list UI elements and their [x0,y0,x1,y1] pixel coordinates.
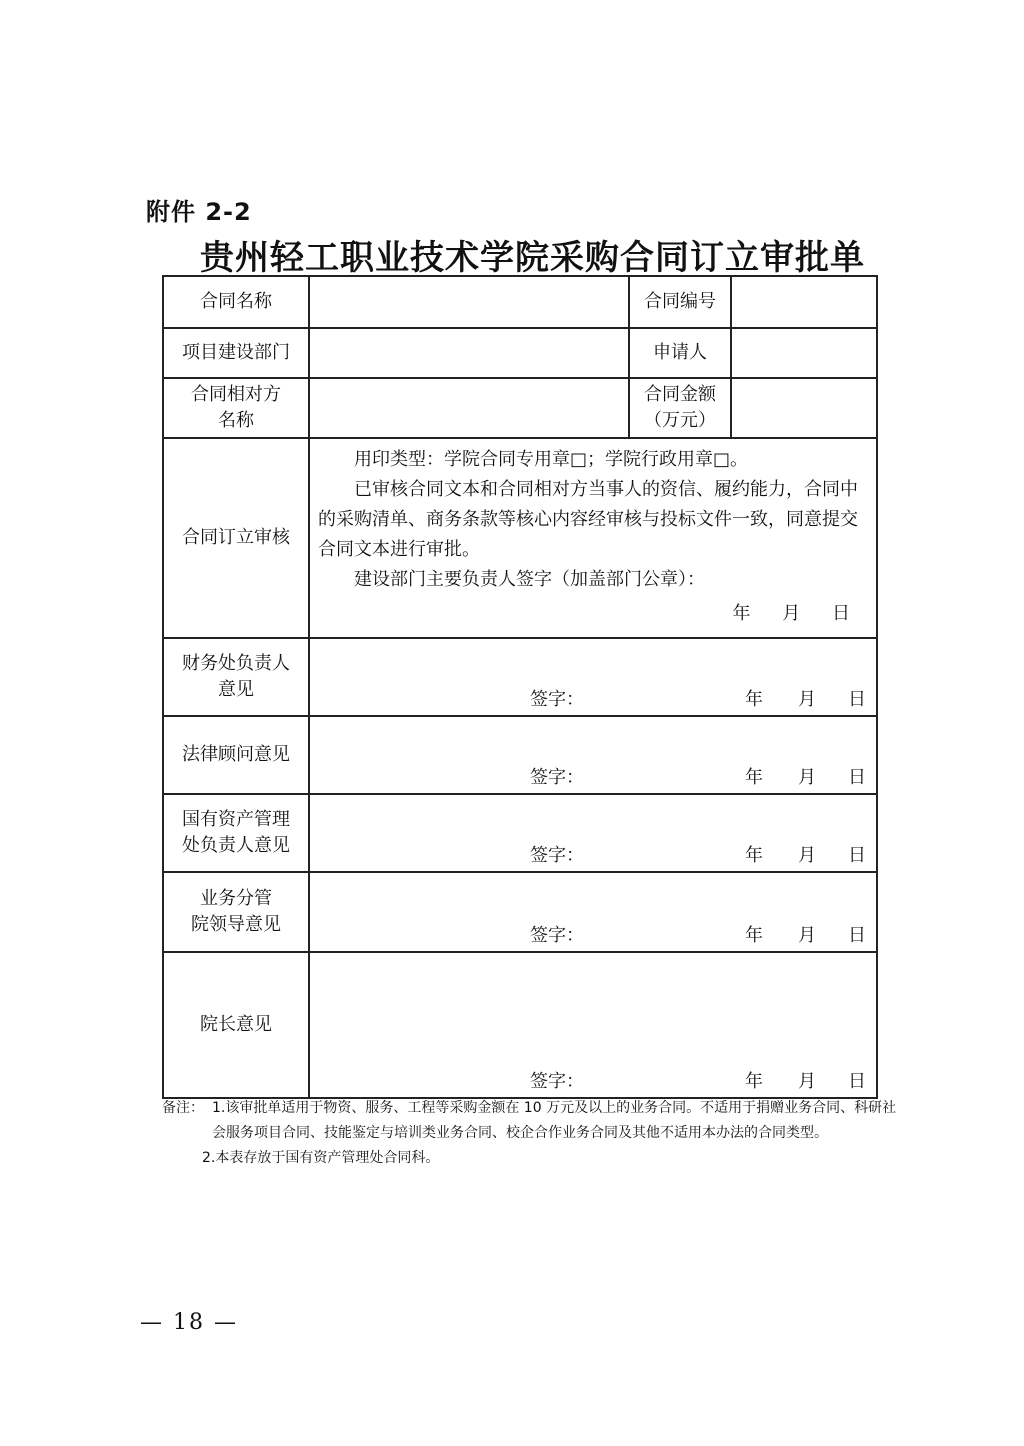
asset-opinion-line1: 国有资产管理 [182,809,290,830]
contract-name-field[interactable] [309,276,629,328]
contract-no-label: 合同编号 [629,276,731,328]
seal-type-text: 用印类型：学院合同专用章□；学院行政用章□。 [354,449,749,470]
counterparty-field[interactable] [309,378,629,438]
note-1: 1.该审批单适用于物资、服务、工程等采购金额在 10 万元及以上的业务合同。不适用于捐赠业务合同、科研社会服务项目合同、技能鉴定与培训类业务合同、校企合作业务合同及其他不适用本办法的合同类型。 [212,1100,897,1141]
legal-date-day: 日 [848,767,866,788]
amount-label-line1: 合同金额 [644,384,716,405]
president-date-month: 月 [798,1071,816,1092]
notes-prefix: 备注： [162,1100,204,1116]
asset-date-month: 月 [798,845,816,866]
finance-date-day: 日 [848,689,866,710]
president-date-year: 年 [745,1071,763,1092]
president-opinion-field[interactable] [309,952,877,1098]
legal-opinion-field[interactable] [309,716,877,794]
legal-sign-label: 签字： [530,767,584,788]
applicant-field[interactable] [731,328,877,378]
business-opinion-line2: 院领导意见 [191,914,281,935]
finance-date-month: 月 [798,689,816,710]
approval-form-table [162,275,878,1099]
business-opinion-label [163,872,309,952]
finance-opinion-line2: 意见 [218,679,254,700]
counterparty-label-line1: 合同相对方 [191,384,281,405]
business-opinion-field[interactable] [309,872,877,952]
page-number: — 18 — [140,1310,238,1335]
business-date-month: 月 [798,925,816,946]
amount-field[interactable] [731,378,877,438]
applicant-label: 申请人 [629,328,731,378]
review-date-day: 日 [832,603,850,624]
finance-opinion-field[interactable] [309,638,877,716]
finance-opinion-label [163,638,309,716]
asset-sign-label: 签字： [530,845,584,866]
review-date-month: 月 [782,603,801,624]
review-date [318,599,868,629]
business-date-day: 日 [848,925,866,946]
attachment-label: 附件 2-2 [146,198,252,226]
business-date-year: 年 [745,925,763,946]
note-2: 2.本表存放于国有资产管理处合同科。 [202,1150,440,1166]
asset-opinion-line2: 处负责人意见 [182,835,290,856]
finance-date-year: 年 [745,689,763,710]
amount-label-line2: （万元） [644,410,716,431]
contract-no-field[interactable] [731,276,877,328]
project-dept-label: 项目建设部门 [163,328,309,378]
review-cell[interactable] [309,438,877,638]
amount-label [629,378,731,438]
review-sign-prompt: 建设部门主要负责人签字（加盖部门公章）： [354,569,705,590]
legal-date-year: 年 [745,767,763,788]
document-title: 贵州轻工职业技术学院采购合同订立审批单 [200,238,865,278]
project-dept-field[interactable] [309,328,629,378]
business-opinion-line1: 业务分管 [200,888,272,909]
review-label: 合同订立审核 [163,438,309,638]
asset-date-year: 年 [745,845,763,866]
legal-date-month: 月 [798,767,816,788]
review-statement: 已审核合同文本和合同相对方当事人的资信、履约能力，合同中的采购清单、商务条款等核心内容经审核与投标文件一致，同意提交合同文本进行审批。 [318,479,858,560]
business-sign-label: 签字： [530,925,584,946]
review-date-year: 年 [732,603,751,624]
legal-opinion-label: 法律顾问意见 [163,716,309,794]
asset-opinion-field[interactable] [309,794,877,872]
finance-opinion-line1: 财务处负责人 [182,653,290,674]
counterparty-label-line2: 名称 [218,410,254,431]
notes-section [162,1096,902,1171]
president-opinion-label: 院长意见 [163,952,309,1098]
finance-sign-label: 签字： [530,689,584,710]
asset-opinion-label [163,794,309,872]
contract-name-label: 合同名称 [163,276,309,328]
asset-date-day: 日 [848,845,866,866]
counterparty-label [163,378,309,438]
president-sign-label: 签字： [530,1071,584,1092]
president-date-day: 日 [848,1071,866,1092]
